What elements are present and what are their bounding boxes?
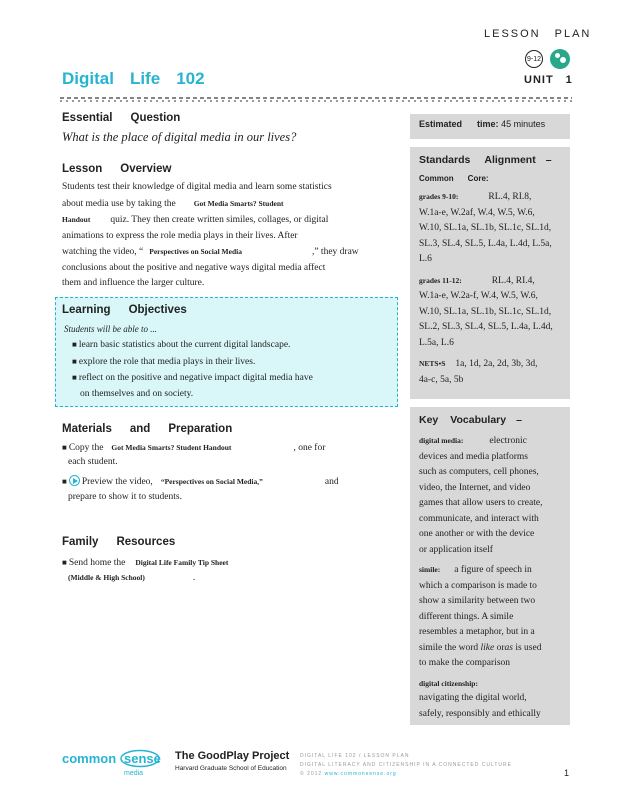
- unit-number: 1: [565, 74, 573, 86]
- unit-word: UNIT: [524, 74, 554, 86]
- grade-label: grades 11-12:: [419, 275, 462, 285]
- definition-text: which a comparison is made to: [419, 580, 537, 591]
- term-label: digital media:: [419, 436, 464, 445]
- lesson-overview-text: [62, 180, 362, 292]
- objectives-heading: [62, 304, 187, 316]
- list-item: [72, 354, 382, 371]
- bullet-icon: ■: [72, 373, 77, 382]
- bullet-icon: ■: [72, 340, 77, 349]
- time-label: time:: [477, 119, 499, 129]
- obj-heading-b: Objectives: [128, 304, 187, 316]
- voc-heading-a: Key: [419, 414, 439, 426]
- handout-link[interactable]: Got Media Smarts? Student: [193, 198, 284, 208]
- materials-item-2: [62, 474, 339, 491]
- nets-label: NETS•S: [419, 359, 446, 368]
- vocabulary-heading: [419, 414, 561, 426]
- obj-heading-a: Learning: [62, 304, 111, 316]
- standards-heading: [419, 154, 561, 166]
- bullet-icon: ■: [72, 356, 77, 366]
- plan-word: PLAN: [554, 28, 592, 40]
- definition-emphasis: like: [480, 642, 495, 653]
- definition-text: is used: [515, 642, 542, 653]
- definition-text: navigating the digital world,: [419, 693, 527, 703]
- definition-text: games that allow users to create,: [419, 498, 543, 508]
- objective-text: learn basic statistics about the current digital landscape.: [78, 340, 291, 350]
- definition-text: one another or with the device: [419, 529, 535, 539]
- std-text: SL.2, SL.3, SL.4, SL.5, L.4a, L.4d,: [419, 322, 553, 332]
- overview-text: ,” they draw: [311, 247, 359, 257]
- std-text: RL.4, RI.4,: [491, 275, 535, 286]
- std-text: W.1a-e, W.2a-f, W.4, W.5, W.6,: [419, 291, 538, 301]
- bullet-icon: ■: [62, 477, 67, 486]
- essential-question-heading: [62, 112, 180, 124]
- title-divider-dots: [60, 100, 572, 102]
- overview-text: watching the video, “: [62, 247, 144, 257]
- footer-line: [300, 770, 512, 779]
- common-sense-logo: [62, 749, 167, 779]
- mp-heading-a: Materials: [62, 423, 112, 435]
- bullet-icon: ■: [62, 443, 67, 452]
- definition-text: to make the comparison: [419, 658, 511, 668]
- goodplay-subtitle: Harvard Graduate School of Education: [175, 765, 287, 772]
- tip-sheet-link-cont[interactable]: (Middle & High School): [68, 573, 145, 582]
- mp-heading-b: and: [129, 423, 151, 435]
- lesson-title: [62, 69, 205, 89]
- footer-line: DIGITAL LIFE 102 / LESSON PLAN: [300, 753, 410, 759]
- family-text: Send home the: [68, 558, 126, 568]
- core-word: Core:: [467, 174, 489, 183]
- std-heading-b: Alignment: [484, 154, 536, 166]
- video-link[interactable]: “Perspectives on Social Media,”: [160, 477, 263, 486]
- objectives-intro: Students will be able to ...: [64, 324, 157, 334]
- nets-standards: [419, 356, 561, 388]
- logo-word-media: media: [124, 770, 144, 777]
- overview-line: conclusions about the positive and negative ways digital media affect: [62, 262, 326, 273]
- grades-1112: [419, 273, 561, 352]
- std-text: 4a-c, 5a, 5b: [419, 374, 464, 385]
- std-text: L.6: [419, 254, 432, 264]
- vocab-term-digital-citizenship: [419, 676, 561, 723]
- website-link[interactable]: www.commonsense.org: [324, 771, 397, 777]
- common-word: Common: [419, 174, 454, 183]
- logo-word-sense: sense: [124, 751, 161, 766]
- overview-text: about media use by taking the: [62, 198, 176, 209]
- lo-heading-b: Overview: [120, 163, 172, 175]
- voc-heading-b: Vocabulary: [450, 414, 507, 426]
- definition-line: [419, 641, 561, 657]
- voc-dash: –: [516, 414, 522, 426]
- std-text: SL.3, SL.4, SL.5, L.4a, L.4d, L.5a,: [419, 238, 552, 249]
- material-text: , one for: [293, 443, 326, 453]
- overview-line: [62, 244, 362, 261]
- play-icon[interactable]: [69, 475, 80, 486]
- definition-text: communicate, and interact with: [419, 513, 539, 524]
- definition-text: show a similarity between two: [419, 596, 536, 606]
- objective-text: explore the role that media plays in their lives.: [78, 356, 256, 367]
- definition-text: simile the word: [419, 642, 479, 653]
- eq-heading-b: Question: [130, 112, 181, 124]
- definition-emphasis: as: [504, 642, 513, 653]
- materials-heading: [62, 423, 232, 435]
- objective-text: reflect on the positive and negative impact digital media have: [78, 373, 313, 383]
- family-text: .: [192, 573, 196, 583]
- definition-text: electronic: [489, 436, 527, 446]
- grades-910: [419, 189, 561, 268]
- materials-item-1-cont: each student.: [68, 457, 118, 467]
- lesson-word: LESSON: [484, 28, 541, 40]
- vocab-term-digital-media: [419, 433, 561, 558]
- overview-line: them and influence the larger culture.: [62, 278, 205, 288]
- family-item-cont: [68, 570, 195, 587]
- definition-text: devices and media platforms: [419, 451, 528, 462]
- age-badge: 9-12: [525, 50, 543, 68]
- list-item: [72, 370, 382, 387]
- material-text: Copy the: [68, 443, 104, 453]
- materials-item-2-cont: prepare to show it to students.: [68, 492, 182, 502]
- overview-line: [62, 212, 362, 229]
- overview-line: [62, 196, 362, 213]
- group-icon: [550, 49, 570, 69]
- definition-text: or application itself: [419, 544, 493, 555]
- logo-word-common: common: [62, 751, 117, 766]
- overview-text: quiz. They then create written similes, collages, or digital: [110, 215, 329, 225]
- family-resources-heading: [62, 536, 175, 548]
- goodplay-title: The GoodPlay Project: [175, 750, 290, 762]
- material-text: Preview the video,: [81, 477, 153, 487]
- std-text: W.10, SL.1a, SL.1b, SL.1c, SL.1d,: [419, 223, 552, 233]
- title-divider: [60, 97, 572, 99]
- std-text: 1a, 1d, 2a, 2d, 3b, 3d,: [455, 359, 538, 369]
- copyright: © 2012: [300, 771, 323, 777]
- vocabulary-box: [410, 407, 570, 725]
- definition-text: a figure of speech in: [454, 565, 532, 575]
- material-text: and: [324, 477, 339, 487]
- video-link[interactable]: Perspectives on Social Media: [149, 247, 242, 256]
- fr-heading-a: Family: [62, 536, 99, 548]
- vocab-term-simile: [419, 562, 561, 672]
- lesson-overview-heading: [62, 163, 171, 175]
- footer-line: DIGITAL LITERACY AND CITIZENSHIP IN A CONNECTED CULTURE: [300, 762, 512, 768]
- definition-text: such as computers, cell phones,: [419, 467, 539, 477]
- title-part-1: Digital: [62, 69, 114, 88]
- definition-text: different things. A simile: [419, 611, 514, 622]
- overview-line: animations to express the role media plays in their lives. After: [62, 230, 298, 241]
- footer-text: [300, 752, 512, 779]
- std-heading-a: Standards: [419, 154, 471, 166]
- fr-heading-b: Resources: [116, 536, 176, 548]
- term-label: simile:: [419, 565, 441, 574]
- title-part-3: 102: [176, 69, 205, 88]
- std-dash: –: [545, 154, 552, 166]
- unit-label: [524, 74, 573, 86]
- estimated-time-box: [410, 114, 570, 139]
- definition-text: or: [496, 642, 505, 653]
- page-number: 1: [564, 768, 570, 778]
- bullet-icon: ■: [62, 558, 67, 567]
- time-value: 45 minutes: [501, 119, 546, 129]
- std-text: L.5a, L.6: [419, 337, 454, 348]
- handout-link[interactable]: Got Media Smarts? Student Handout: [111, 443, 232, 452]
- eq-heading-a: Essential: [62, 112, 113, 124]
- list-item: [72, 337, 382, 354]
- overview-line: Students test their knowledge of digital media and learn some statistics: [62, 182, 332, 192]
- term-label: digital citizenship:: [419, 678, 478, 688]
- list-item-continued: on themselves and on society.: [80, 388, 194, 399]
- definition-text: resembles a metaphor, but in a: [419, 627, 535, 637]
- handout-link-cont[interactable]: Handout: [62, 215, 91, 224]
- objectives-list: [72, 337, 382, 402]
- lo-heading-a: Lesson: [62, 163, 103, 175]
- std-text: W.10, SL.1a, SL.1b, SL.1c, SL.1d,: [419, 306, 552, 317]
- tip-sheet-link[interactable]: Digital Life Family Tip Sheet: [135, 558, 229, 567]
- std-text: RL.4, RI.8,: [488, 192, 532, 202]
- mp-heading-c: Preparation: [168, 423, 233, 435]
- definition-text: video, the Internet, and video: [419, 482, 531, 493]
- standards-box: [410, 147, 570, 399]
- lesson-plan-label: [470, 28, 591, 40]
- essential-question: What is the place of digital media in our lives?: [62, 130, 297, 144]
- std-text: W.1a-e, W.2af, W.4, W.5, W.6,: [419, 207, 535, 218]
- estimated-label: Estimated: [419, 119, 463, 129]
- grade-label: grades 9-10:: [419, 192, 459, 201]
- title-part-2: Life: [129, 69, 161, 88]
- definition-text: safely, responsibly and ethically: [419, 708, 541, 719]
- common-core-label: [419, 174, 561, 183]
